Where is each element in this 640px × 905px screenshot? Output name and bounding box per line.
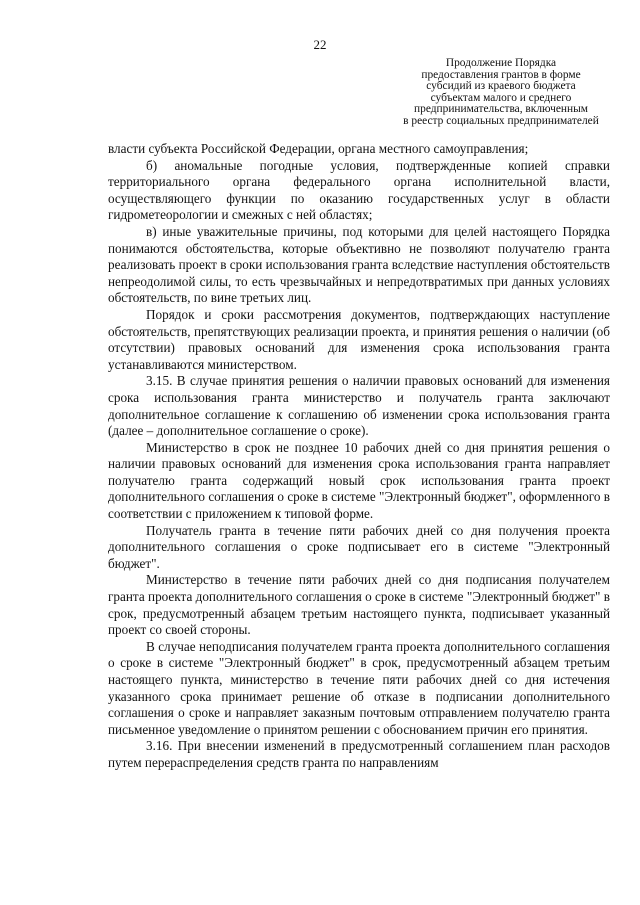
document-header <box>392 58 610 128</box>
document-body <box>108 141 610 772</box>
paragraph: власти субъекта Российской Федерации, органа местного самоуправления; <box>108 141 529 156</box>
header-line: в реестр социальных предпринимателей <box>403 114 599 127</box>
paragraph: 3.15. В случае принятия решения о наличии правовых оснований для изменения срока использования гранта министерство и получатель гранта заключают дополнительное соглашение к соглашению об изменении срока использования гранта (далее – дополнительное соглашение о сроке). <box>108 373 610 439</box>
paragraph: Министерство в течение пяти рабочих дней со дня подписания получателем гранта проекта дополнительного соглашения о сроке в системе "Электронный бюджет" в срок, предусмотренный абзацем третьим настоящего пункта, подписывает указанный проект со своей стороны. <box>108 572 610 638</box>
paragraph: В случае неподписания получателем гранта проекта дополнительного соглашения о сроке в системе "Электронный бюджет" в срок, предусмотренный абзацем третьим настоящего пункта, министерство в течение пяти рабочих дней со дня истечения указанного срока принимает решение об отказе в подписании дополнительного соглашения о сроке и направляет заказным почтовым отправлением получателю гранта письменное уведомление о принятом решении с обоснованием причин его принятия. <box>108 638 610 737</box>
header-line: Продолжение Порядка <box>445 57 557 69</box>
paragraph: Порядок и сроки рассмотрения документов, подтверждающих наступление обстоятельств, препятствующих реализации проекта, и принятия решения о наличии (об отсутствии) правовых оснований для изменения срока использования гранта устанавливаются министерством. <box>108 306 610 372</box>
paragraph: б) аномальные погодные условия, подтвержденные копией справки территориального органа федерального органа исполнительной власти, осуществляющего функции по оказанию государственных услуг в области гидрометеорологии и смежных с ней областях; <box>108 157 610 223</box>
header-line: субъектам малого и среднего <box>430 91 572 104</box>
header-line: субсидий из краевого бюджета <box>426 80 576 93</box>
header-line: предоставления грантов в форме <box>421 68 581 81</box>
paragraph: Получатель гранта в течение пяти рабочих дней со дня получения проекта дополнительного соглашения о сроке подписывает его в системе "Электронный бюджет". <box>108 522 610 571</box>
paragraph: Министерство в срок не позднее 10 рабочих дней со дня принятия решения о наличии правовых оснований для изменения срока использования гранта направляет получателю гранта содержащий новый срок использования гранта проект дополнительного соглашения о сроке в системе "Электронный бюджет", оформленного в соответствии с приложением к типовой форме. <box>108 439 610 522</box>
paragraph: в) иные уважительные причины, под которыми для целей настоящего Порядка понимаются обстоятельства, которые объективно не позволяют получателю гранта реализовать проект в сроки использования гранта вследствие наступления обстоятельств непреодолимой силы, то есть чрезвычайных и непредотвратимых при данных условиях обстоятельств, по вине третьих лиц. <box>108 223 610 306</box>
header-line: предпринимательства, включенным <box>414 103 588 116</box>
paragraph: 3.16. При внесении изменений в предусмотренный соглашением план расходов путем перераспределения средств гранта по направлениям <box>108 738 610 770</box>
page-number: 22 <box>313 37 327 52</box>
